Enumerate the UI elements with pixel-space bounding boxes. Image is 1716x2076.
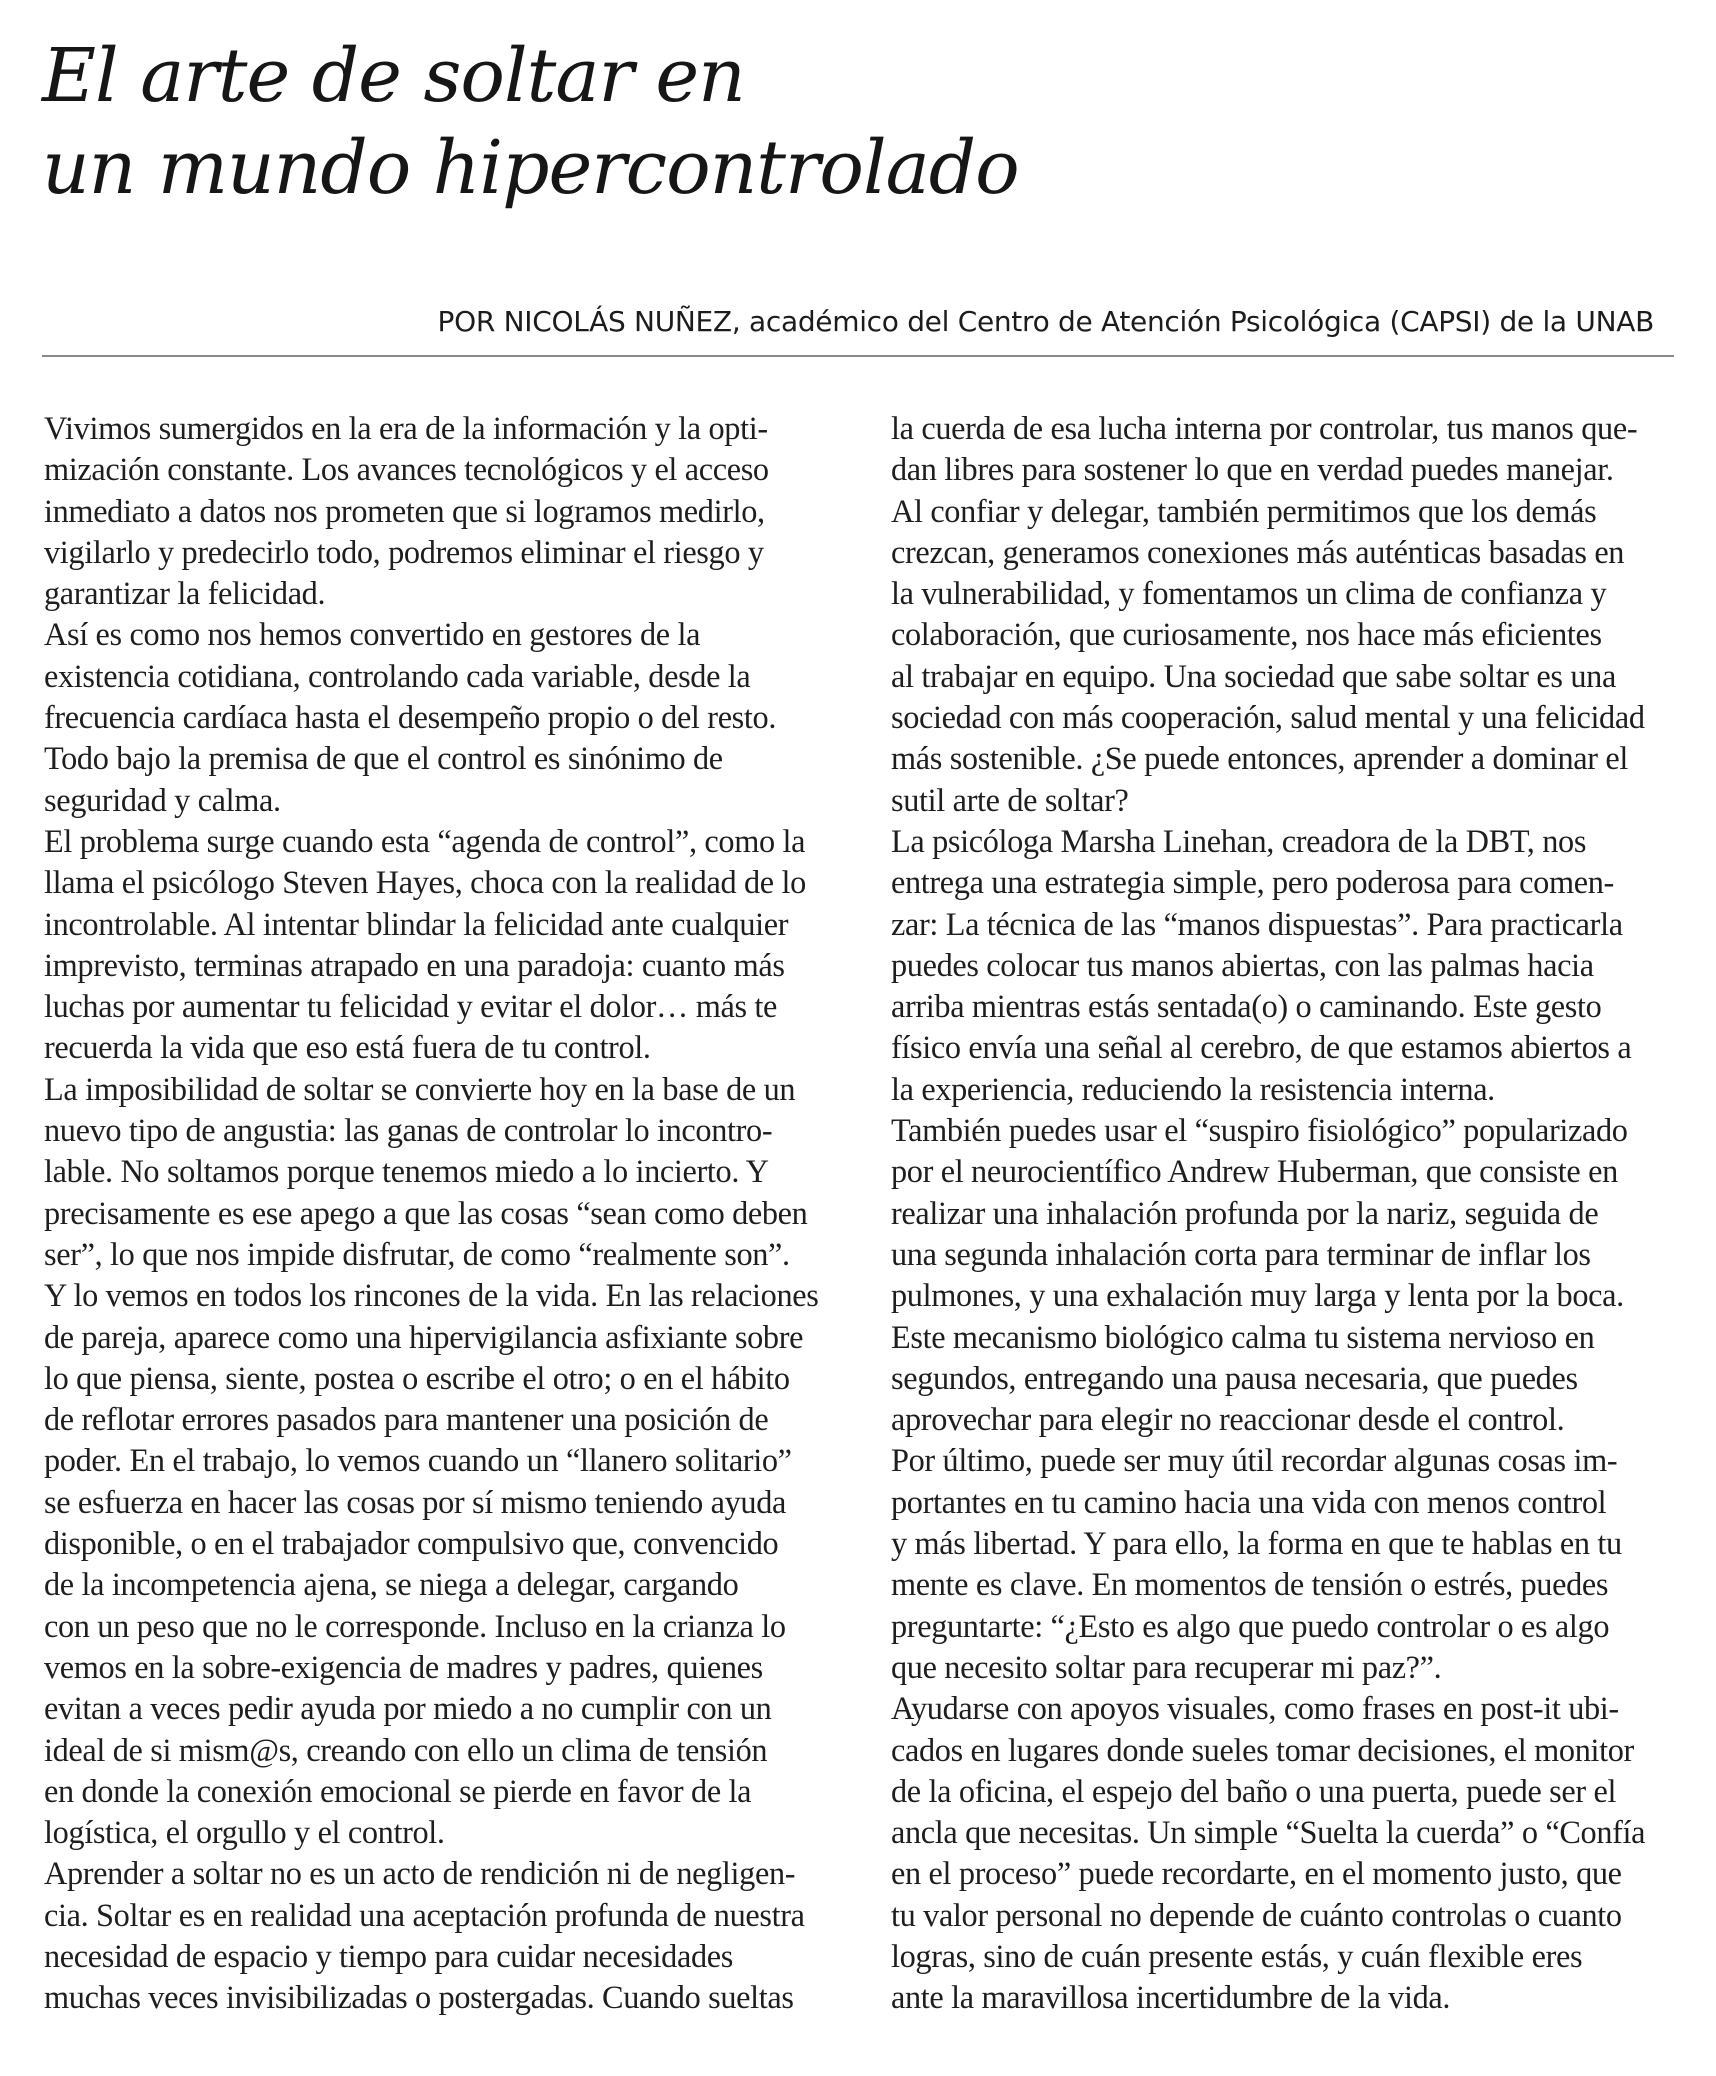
byline: POR NICOLÁS NUÑEZ, académico del Centro de Atención Psicológica (CAPSI) de la UNAB [437,305,1654,338]
paragraph-line: una segunda inhalación corta para terminar de inflar los [891,1235,1591,1272]
paragraph-line: lo que piensa, siente, postea o escribe el otro; o en el hábito [44,1359,790,1396]
paragraph-line: muchas veces invisibilizadas o postergadas. Cuando sueltas [44,1979,794,2016]
header-divider [42,355,1674,357]
paragraph-line: la cuerda de esa lucha interna por controlar, tus manos que- [891,410,1638,446]
paragraph-line: más sostenible. ¿Se puede entonces, aprender a dominar el [891,740,1628,777]
paragraph-line: tu valor personal no depende de cuánto controlas o cuanto [891,1896,1622,1933]
paragraph-line: vigilarlo y predecirlo todo, podremos eliminar el riesgo y [44,533,764,570]
paragraph-line: zar: La técnica de las “manos dispuestas”. Para practicarla [891,905,1623,942]
article-paragraph [44,821,862,1069]
paragraph-line: evitan a veces pedir ayuda por miedo a no cumplir con un [44,1690,772,1727]
paragraph-line: El problema surge cuando esta “agenda de control”, como la [44,822,806,859]
paragraph-line: nuevo tipo de angustia: las ganas de controlar lo incontro- [44,1112,773,1149]
paragraph-line: dan libres para sostener lo que en verdad puedes manejar. [891,451,1614,488]
paragraph-line: Y lo vemos en todos los rincones de la vida. En las relaciones [44,1277,819,1314]
paragraph-line: ante la maravillosa incertidumbre de la vida. [891,1979,1451,2016]
article-paragraph [891,821,1709,1110]
paragraph-line: aprovechar para elegir no reaccionar desde el control. [891,1401,1565,1438]
article-paragraph [891,1688,1709,2018]
paragraph-line: cados en lugares donde sueles tomar decisiones, el monitor [891,1731,1634,1768]
paragraph-line: precisamente es ese apego a que las cosas “sean como deben [44,1194,808,1231]
paragraph-line: entrega una estrategia simple, pero poderosa para comen- [891,864,1614,901]
paragraph-line: físico envía una señal al cerebro, de que estamos abiertos a [891,1029,1632,1066]
paragraph-line: colaboración, que curiosamente, nos hace más eficientes [891,616,1602,653]
paragraph-line: incontrolable. Al intentar blindar la felicidad ante cualquier [44,905,789,942]
paragraph-line: mente es clave. En momentos de tensión o estrés, puedes [891,1566,1609,1603]
paragraph-line: sociedad con más cooperación, salud mental y una felicidad [891,699,1645,736]
paragraph-line: garantizar la felicidad. [44,575,326,612]
article-paragraph [44,1853,862,2018]
paragraph-line: de reflotar errores pasados para mantener una posición de [44,1401,769,1438]
paragraph-line: frecuencia cardíaca hasta el desempeño propio o del resto. [44,699,777,736]
paragraph-line: lable. No soltamos porque tenemos miedo a lo incierto. Y [44,1153,769,1190]
paragraph-line: Al confiar y delegar, también permitimos que los demás [891,492,1597,529]
text-column-left [44,408,862,2019]
paragraph-line: arriba mientras estás sentada(o) o caminando. Este gesto [891,988,1602,1025]
paragraph-line: Vivimos sumergidos en la era de la información y la opti- [44,410,768,446]
paragraph-line: cia. Soltar es en realidad una aceptación profunda de nuestra [44,1896,805,1933]
paragraph-line: La imposibilidad de soltar se convierte hoy en la base de un [44,1070,796,1107]
paragraph-line: de la incompetencia ajena, se niega a delegar, cargando [44,1566,739,1603]
paragraph-line: pulmones, y una exhalación muy larga y lenta por la boca. [891,1277,1624,1314]
paragraph-line: en el proceso” puede recordarte, en el momento justo, que [891,1855,1622,1892]
paragraph-line: disponible, o en el trabajador compulsivo que, convencido [44,1525,779,1562]
paragraph-line: llama el psicólogo Steven Hayes, choca con la realidad de lo [44,864,806,901]
paragraph-line: vemos en la sobre-exigencia de madres y padres, quienes [44,1648,763,1685]
paragraph-line: Por último, puede ser muy útil recordar algunas cosas im- [891,1442,1618,1479]
paragraph-line: ser”, lo que nos impide disfrutar, de como “realmente son”. [44,1235,790,1272]
paragraph-line: portantes en tu camino hacia una vida con menos control [891,1483,1607,1520]
article-paragraph [891,408,1709,821]
paragraph-line: sutil arte de soltar? [891,781,1129,818]
paragraph-line: seguridad y calma. [44,781,281,818]
paragraph-line: inmediato a datos nos prometen que si logramos medirlo, [44,492,765,529]
article-title-line: El arte de soltar en [42,33,745,119]
paragraph-line: Así es como nos hemos convertido en gestores de la [44,616,701,653]
paragraph-line: realizar una inhalación profunda por la nariz, seguida de [891,1194,1599,1231]
paragraph-line: en donde la conexión emocional se pierde en favor de la [44,1772,752,1809]
paragraph-line: Todo bajo la premisa de que el control es sinónimo de [44,740,723,777]
article-paragraph [891,1110,1709,1440]
paragraph-line: ancla que necesitas. Un simple “Suelta la cuerda” o “Confía [891,1814,1646,1851]
paragraph-line: mización constante. Los avances tecnológicos y el acceso [44,451,769,488]
paragraph-line: al trabajar en equipo. Una sociedad que sabe soltar es una [891,657,1616,694]
paragraph-line: logras, sino de cuán presente estás, y cuán flexible eres [891,1937,1583,1974]
paragraph-line: La psicóloga Marsha Linehan, creadora de la DBT, nos [891,822,1587,859]
paragraph-line: crezcan, generamos conexiones más auténticas basadas en [891,533,1625,570]
paragraph-line: imprevisto, terminas atrapado en una paradoja: cuanto más [44,946,785,983]
paragraph-line: Este mecanismo biológico calma tu sistema nervioso en [891,1318,1595,1355]
paragraph-line: preguntarte: “¿Esto es algo que puedo controlar o es algo [891,1607,1610,1644]
article-paragraph [44,614,862,820]
paragraph-line: recuerda la vida que eso está fuera de tu control. [44,1029,651,1066]
paragraph-line: por el neurocientífico Andrew Huberman, que consiste en [891,1153,1618,1190]
paragraph-line: la experiencia, reduciendo la resistencia interna. [891,1070,1495,1107]
paragraph-line: logística, el orgullo y el control. [44,1814,445,1851]
paragraph-line: la vulnerabilidad, y fomentamos un clima de confianza y [891,575,1607,612]
text-column-right [891,408,1709,2019]
paragraph-line: segundos, entregando una pausa necesaria, que puedes [891,1359,1578,1396]
article-title [42,30,1682,214]
paragraph-line: Aprender a soltar no es un acto de rendición ni de negligen- [44,1855,796,1892]
article-paragraph [44,1069,862,1854]
article-paragraph [891,1440,1709,1688]
article-title-line: un mundo hipercontrolado [42,125,1019,211]
paragraph-line: que necesito soltar para recuperar mi paz?”. [891,1648,1442,1685]
paragraph-line: de pareja, aparece como una hipervigilancia asfixiante sobre [44,1318,804,1355]
paragraph-line: puedes colocar tus manos abiertas, con las palmas hacia [891,946,1594,983]
paragraph-line: se esfuerza en hacer las cosas por sí mismo teniendo ayuda [44,1483,786,1520]
article-paragraph [44,408,862,614]
paragraph-line: de la oficina, el espejo del baño o una puerta, puede ser el [891,1772,1617,1809]
paragraph-line: y más libertad. Y para ello, la forma en que te hablas en tu [891,1525,1622,1562]
paragraph-line: poder. En el trabajo, lo vemos cuando un “llanero solitario” [44,1442,792,1479]
paragraph-line: luchas por aumentar tu felicidad y evitar el dolor… más te [44,988,778,1025]
paragraph-line: Ayudarse con apoyos visuales, como frases en post-it ubi- [891,1690,1619,1727]
paragraph-line: ideal de si mism@s, creando con ello un clima de tensión [44,1731,768,1768]
paragraph-line: existencia cotidiana, controlando cada variable, desde la [44,657,751,694]
paragraph-line: También puedes usar el “suspiro fisiológico” popularizado [891,1112,1628,1149]
paragraph-line: con un peso que no le corresponde. Incluso en la crianza lo [44,1607,786,1644]
paragraph-line: necesidad de espacio y tiempo para cuidar necesidades [44,1937,733,1974]
